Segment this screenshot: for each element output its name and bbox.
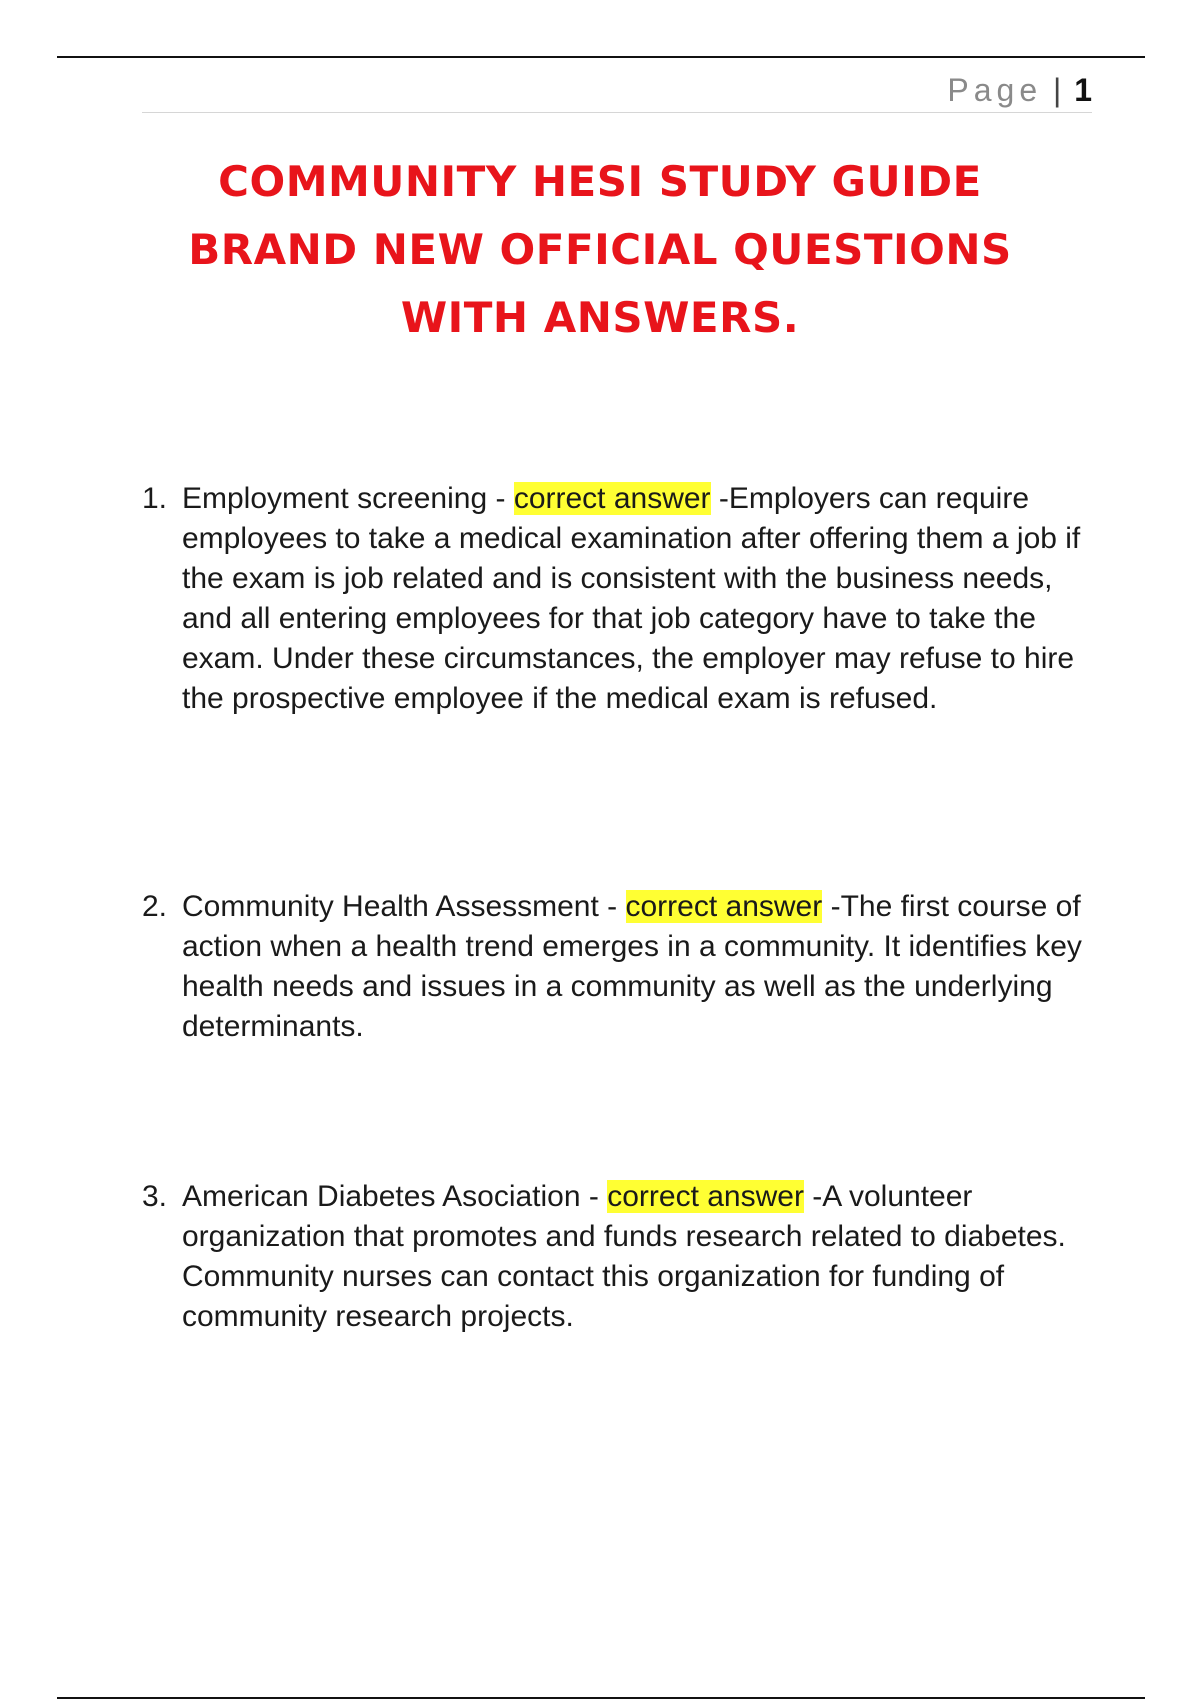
title-line-1: COMMUNITY HESI STUDY GUIDE xyxy=(218,157,982,206)
correct-answer-label: correct answer xyxy=(513,482,711,515)
question-term: Employment screening - xyxy=(182,482,506,515)
correct-answer-label: correct answer xyxy=(607,1180,804,1213)
question-item xyxy=(142,887,1102,1047)
question-term: American Diabetes Asociation - xyxy=(182,1180,599,1213)
top-rule xyxy=(57,56,1145,58)
answer-text: -A volunteer organization that promotes and funds research related to diabetes. Community nurses can contact this organization for funding of community research projects. xyxy=(182,1180,1066,1333)
answer-text: -The first course of action when a health trend emerges in a community. It identifies key health needs and issues in a community as well as the underlying determinants. xyxy=(182,890,1082,1043)
question-item xyxy=(142,479,1102,719)
answer-text: -Employers can require employees to take a medical examination after offering them a job if the exam is job related and is consistent with the business needs, and all entering employees for that job category have to take the exam. Under these circumstances, the employer may refuse to hire the prospective employee if the medical exam is refused. xyxy=(182,482,1081,715)
title-line-3: WITH ANSWERS. xyxy=(400,293,800,342)
title-line-2: BRAND NEW OFFICIAL QUESTIONS xyxy=(188,225,1012,274)
correct-answer-label: correct answer xyxy=(625,890,823,923)
question-number: 1. xyxy=(142,482,168,515)
document-title xyxy=(100,148,1100,352)
question-number: 3. xyxy=(142,1180,168,1213)
question-number: 2. xyxy=(142,890,168,923)
question-item xyxy=(142,1177,1102,1337)
page-header xyxy=(142,68,1092,113)
page-label: Page xyxy=(947,72,1043,108)
question-term: Community Health Assessment - xyxy=(182,890,618,923)
page-separator: | xyxy=(1053,72,1062,108)
page-number: 1 xyxy=(1074,72,1092,108)
bottom-rule xyxy=(57,1697,1145,1699)
